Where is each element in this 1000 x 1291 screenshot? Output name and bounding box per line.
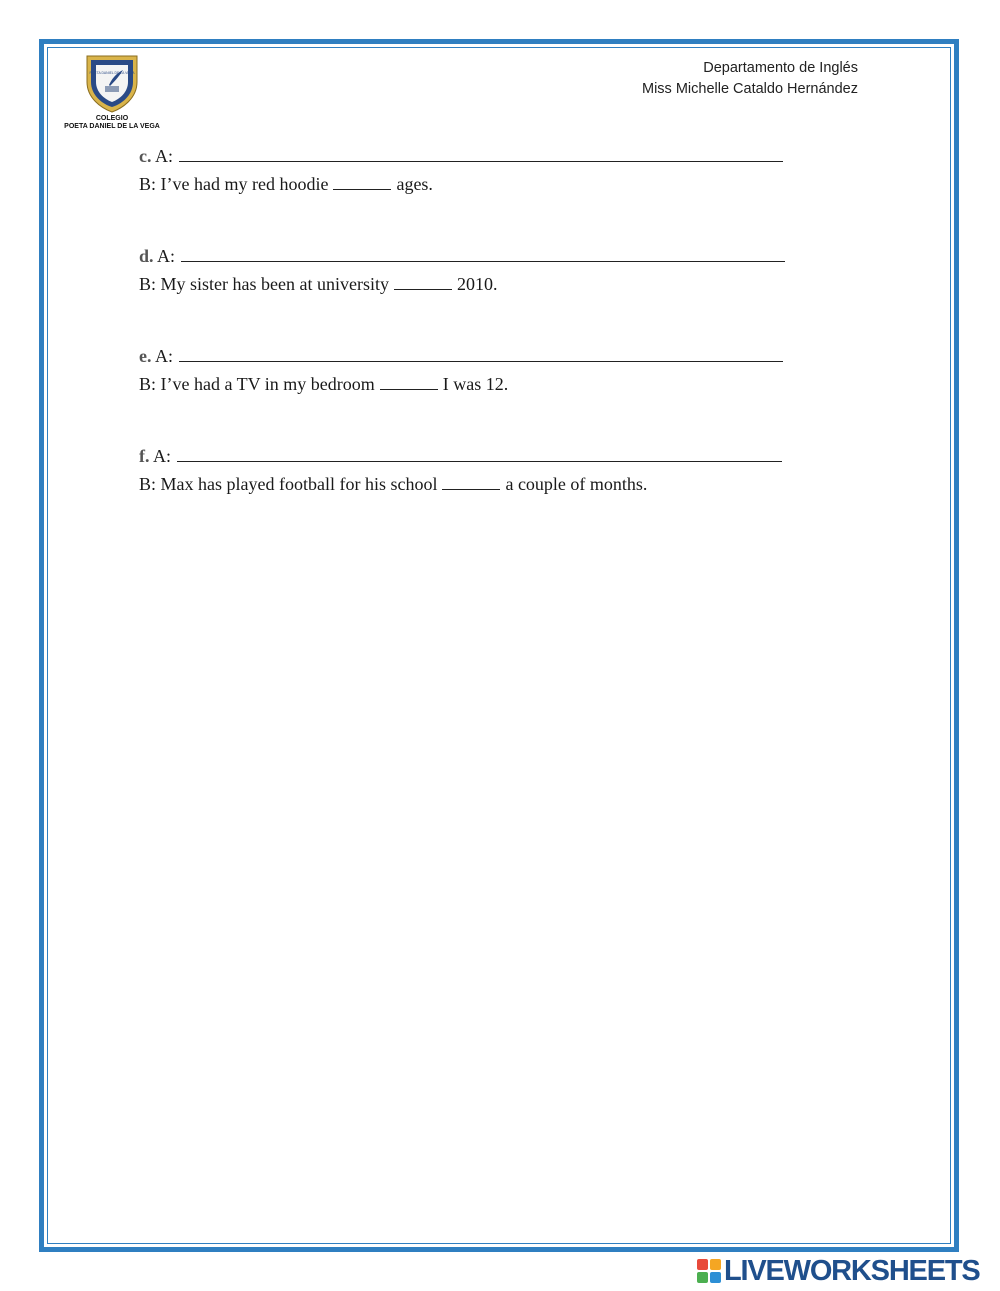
exercise-f-question bbox=[139, 444, 782, 468]
sentence-end: I was 12. bbox=[442, 374, 509, 394]
teacher-name: Miss Michelle Cataldo Hernández bbox=[642, 81, 858, 97]
answer-line-e[interactable] bbox=[179, 346, 783, 362]
logo-text-school-name: POETA DANIEL DE LA VEGA bbox=[64, 123, 160, 130]
answer-line-f[interactable] bbox=[177, 446, 782, 462]
sentence-end: ages. bbox=[396, 174, 433, 194]
brand-tile-icon bbox=[710, 1259, 721, 1270]
exercise-letter: f. bbox=[139, 446, 150, 466]
brand-logo-icon bbox=[697, 1259, 721, 1283]
sentence-start: B: I’ve had my red hoodie bbox=[139, 174, 329, 194]
sentence-end: a couple of months. bbox=[505, 474, 648, 494]
answer-line-d[interactable] bbox=[181, 246, 785, 262]
gap-blank-f[interactable] bbox=[442, 474, 500, 490]
exercise-d-answer bbox=[139, 272, 497, 296]
gap-blank-d[interactable] bbox=[394, 274, 452, 290]
answer-line-c[interactable] bbox=[179, 146, 783, 162]
svg-text:POETA DANIEL DE LA VEGA: POETA DANIEL DE LA VEGA bbox=[89, 71, 135, 75]
exercise-letter: c. bbox=[139, 146, 152, 166]
exercise-c-question bbox=[139, 144, 783, 168]
page-frame-inner bbox=[47, 47, 951, 1244]
sentence-start: B: I’ve had a TV in my bedroom bbox=[139, 374, 375, 394]
school-logo bbox=[60, 52, 164, 136]
logo-text-colegio: COLEGIO bbox=[95, 115, 129, 122]
department-label: Departamento de Inglés bbox=[703, 60, 858, 76]
speaker-a-label: A: bbox=[155, 146, 174, 166]
brand-tile-icon bbox=[697, 1259, 708, 1270]
exercise-e-answer bbox=[139, 372, 508, 396]
gap-blank-c[interactable] bbox=[333, 174, 391, 190]
gap-blank-e[interactable] bbox=[380, 374, 438, 390]
brand-tile-icon bbox=[697, 1272, 708, 1283]
speaker-a-label: A: bbox=[153, 446, 172, 466]
speaker-a-label: A: bbox=[157, 246, 176, 266]
exercise-e-question bbox=[139, 344, 783, 368]
exercise-d-question bbox=[139, 244, 785, 268]
sentence-start: B: Max has played football for his school bbox=[139, 474, 438, 494]
school-crest-icon bbox=[83, 52, 141, 114]
sentence-end: 2010. bbox=[456, 274, 498, 294]
liveworksheets-brand[interactable] bbox=[697, 1256, 993, 1286]
brand-wordmark: LIVEWORKSHEETS bbox=[724, 1255, 980, 1287]
page-header bbox=[642, 58, 858, 100]
brand-tile-icon bbox=[710, 1272, 721, 1283]
sentence-start: B: My sister has been at university bbox=[139, 274, 389, 294]
exercise-c-answer bbox=[139, 172, 433, 196]
speaker-a-label: A: bbox=[155, 346, 174, 366]
exercise-letter: d. bbox=[139, 246, 154, 266]
exercise-letter: e. bbox=[139, 346, 152, 366]
exercise-f-answer bbox=[139, 472, 647, 496]
